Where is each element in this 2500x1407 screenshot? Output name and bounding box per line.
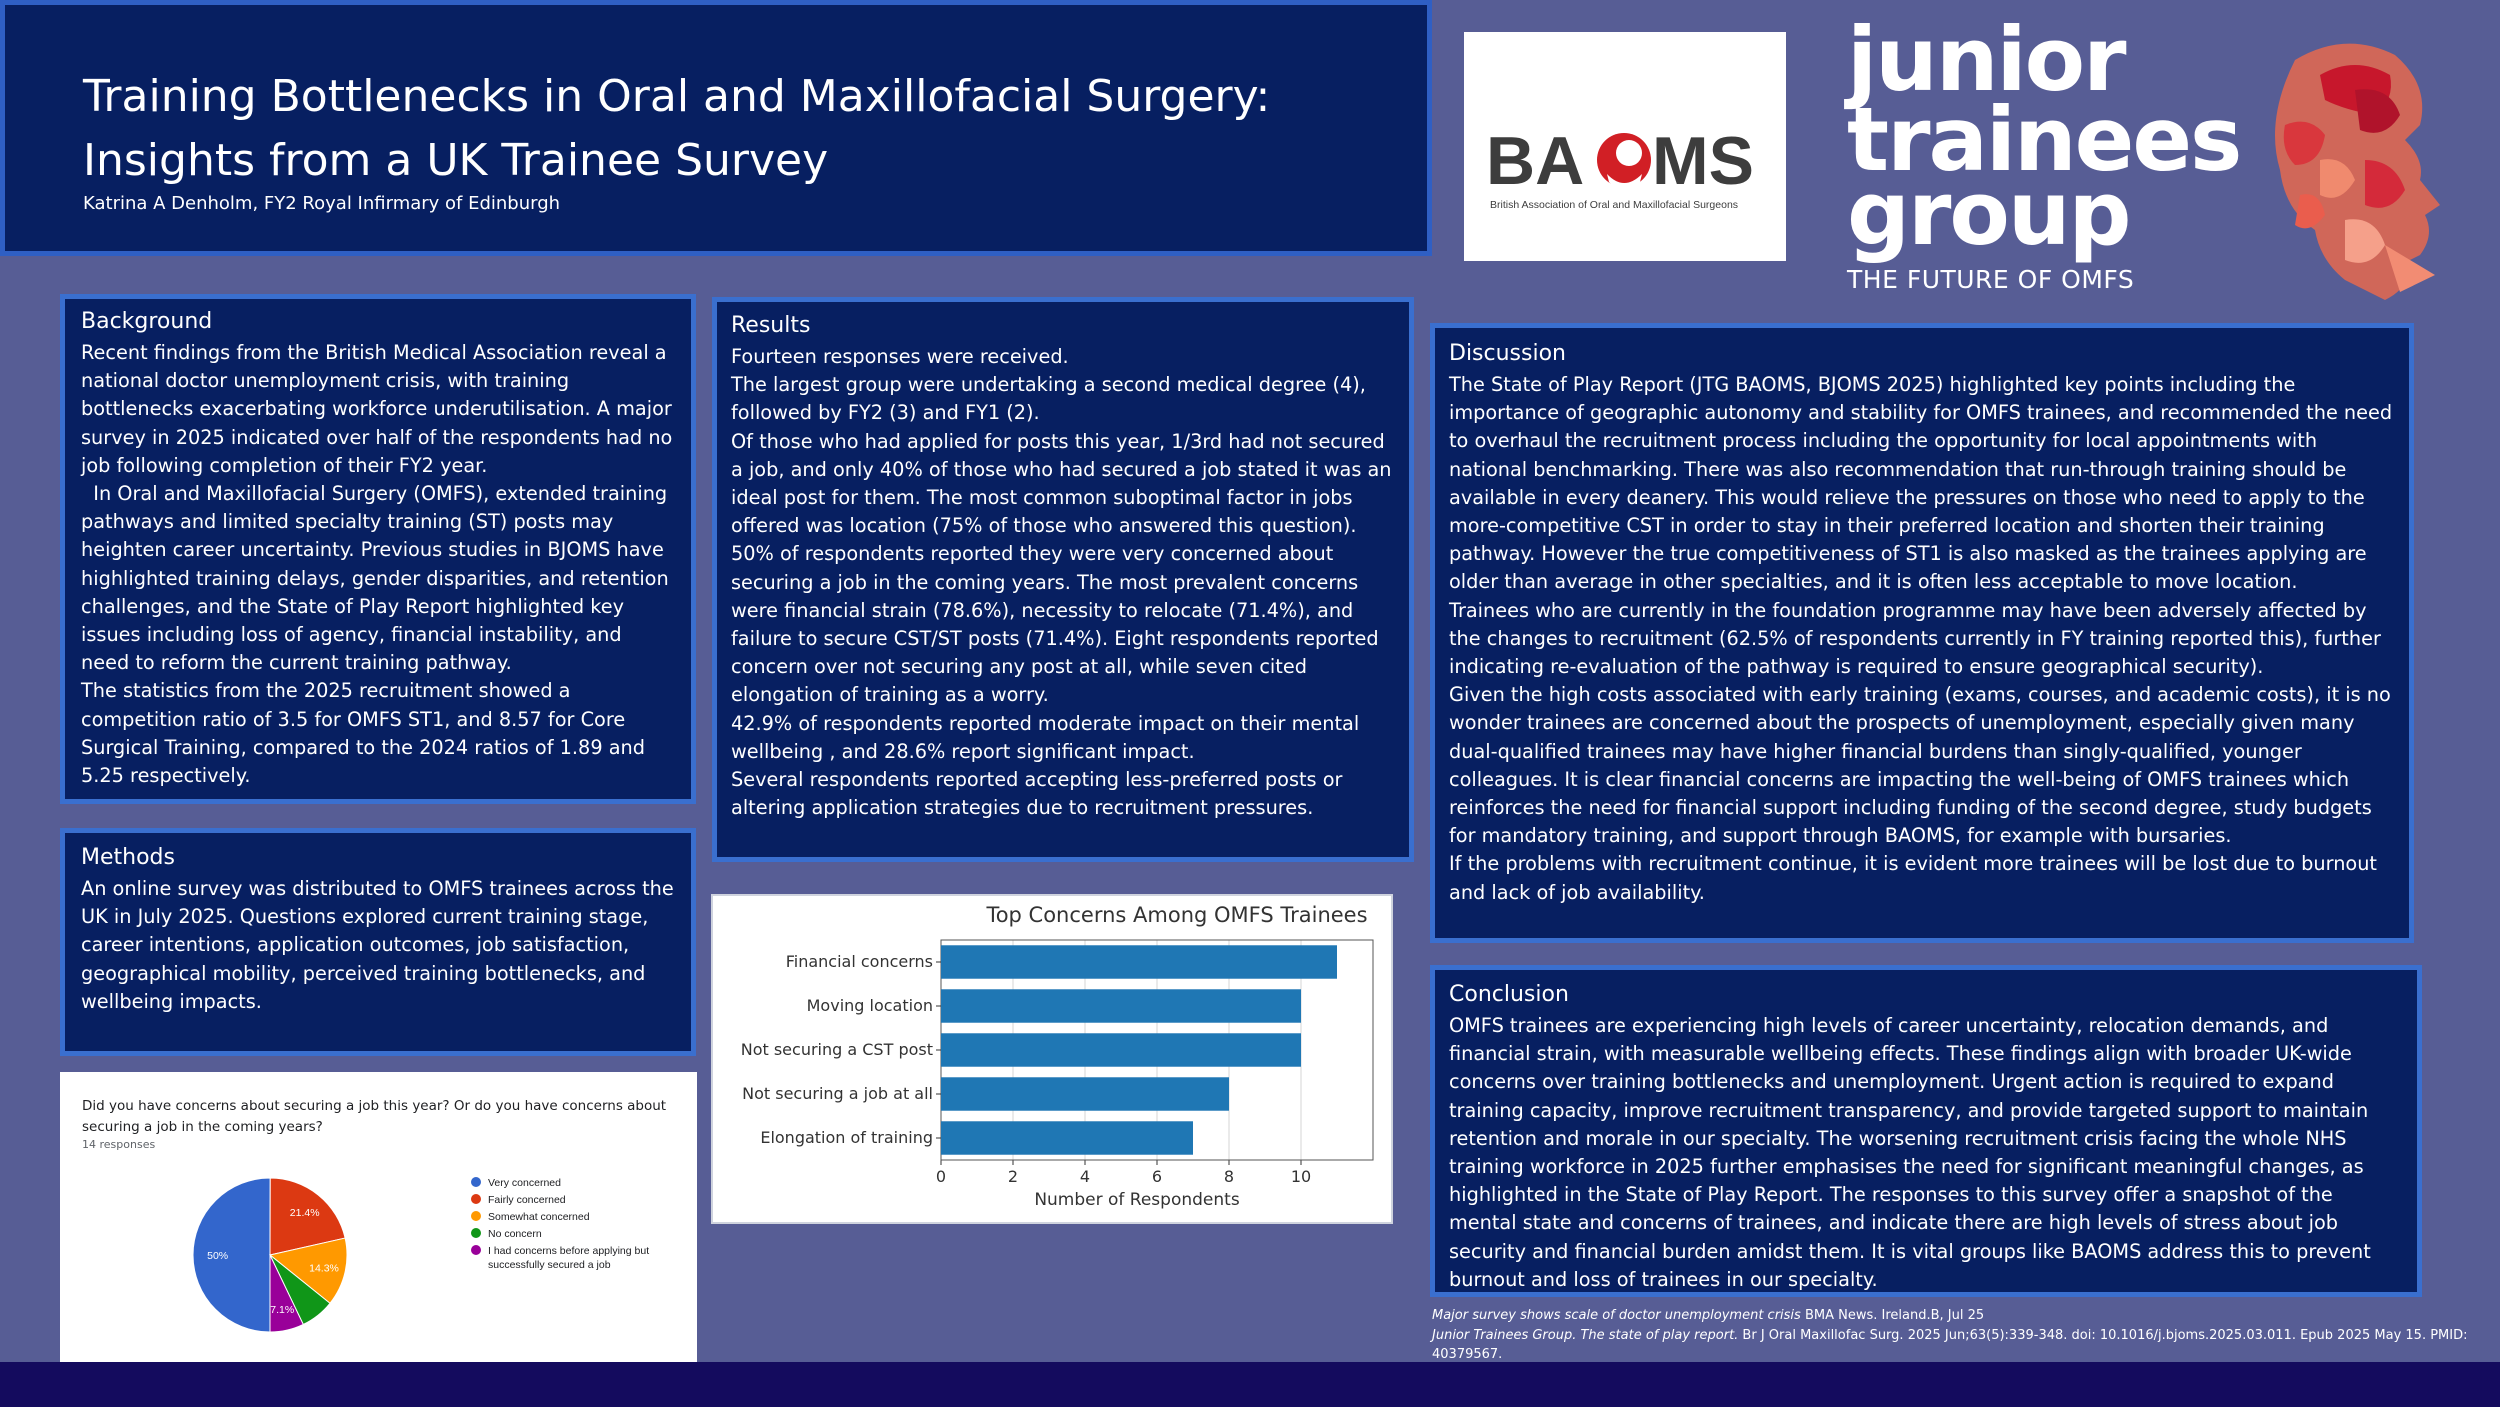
pie-value-label: 50% [207, 1249, 229, 1262]
conclusion-heading: Conclusion [1449, 982, 1569, 1007]
legend-label: I had concerns before applying but successfully secured a job [488, 1245, 650, 1271]
results-section [712, 297, 1414, 862]
legend-swatch [471, 1211, 481, 1221]
legend-swatch [471, 1228, 481, 1238]
bar-chart-title: Top Concerns Among OMFS Trainees [986, 903, 1368, 927]
baoms-wordmark-left: BA [1486, 123, 1585, 199]
pie-question: Did you have concerns about securing a job this year? Or do you have concerns about securing a job in the coming years? [82, 1098, 667, 1135]
jtg-tagline: THE FUTURE OF OMFS [1847, 265, 2135, 294]
reference-2-title: Junior Trainees Group. The state of play report. [1432, 1327, 1739, 1343]
discussion-paragraph: Trainees who are currently in the foundation programme may have been adversely affected by the changes to recruitment (62.5% of respondents currently in FY training reported this), further indicating re-evaluation of the pathway is required to ensure geographical security). [1449, 598, 2381, 679]
jtg-wordmark-line-2: trainees [1847, 88, 2241, 191]
discussion-heading: Discussion [1449, 341, 1566, 366]
bar [941, 989, 1301, 1022]
results-paragraph: The largest group were undertaking a second medical degree (4), followed by FY2 (3) and FY1 (2). [731, 373, 1366, 425]
bar-chart-panel [711, 894, 1393, 1224]
category-label: Elongation of training [760, 1128, 933, 1147]
legend-label: No concern [488, 1228, 542, 1240]
baoms-wordmark-right: MS [1652, 123, 1754, 199]
background-section [60, 294, 696, 804]
category-label: Not securing a CST post [740, 1040, 933, 1059]
legend-label: Fairly concerned [488, 1194, 566, 1206]
results-paragraph: Fourteen responses were received. [731, 345, 1069, 368]
bar [941, 1033, 1301, 1066]
background-paragraph: Recent findings from the British Medical Association reveal a national doctor unemployment crisis, with training bottlenecks exacerbating workforce underutilisation. A major survey in 2025 indicated over half of the respondents had no job following completion of their FY2 year. [81, 341, 673, 477]
results-paragraph: Of those who had applied for posts this year, 1/3rd had not secured a job, and only 40% of those who had secured a job stated it was an ideal post for them. The most common suboptimal factor in jobs offered was location (75% of those who answered this question). [731, 429, 1392, 538]
conclusion-section [1430, 965, 2422, 1297]
pie-value-label: 7.1% [270, 1304, 295, 1317]
bar [941, 945, 1337, 978]
legend-swatch [471, 1245, 481, 1255]
pie-slice [193, 1178, 270, 1332]
legend-label: Very concerned [488, 1177, 561, 1189]
legend-swatch [471, 1177, 481, 1187]
discussion-section [1430, 323, 2414, 943]
x-tick-label: 0 [935, 1167, 947, 1186]
x-axis-label: Number of Respondents [1034, 1190, 1240, 1210]
methods-heading: Methods [81, 845, 175, 870]
jtg-wordmark-line-1: junior [1847, 8, 2125, 111]
category-label: Not securing a job at all [742, 1084, 933, 1103]
author-line: Katrina A Denholm, FY2 Royal Infirmary of Edinburgh [83, 193, 561, 214]
x-tick-label: 2 [1007, 1167, 1019, 1186]
legend-label: Somewhat concerned [488, 1211, 590, 1223]
discussion-paragraph: Given the high costs associated with early training (exams, courses, and academic costs), it is no wonder trainees are concerned about the prospects of unemployment, especially given many dual-qualified trainees may have higher financial burdens than singly-qualified, younger colleagues. It is clear financial concerns are impacting the well-being of OMFS trainees which reinforces the need for financial support including funding of the second degree, study budgets for mandatory training, and support through BAOMS, for example with bursaries. [1449, 683, 2391, 848]
bottom-band [0, 1362, 2500, 1407]
results-heading: Results [731, 313, 811, 338]
conclusion-paragraph: OMFS trainees are experiencing high levels of career uncertainty, relocation demands, and financial strain, with measurable wellbeing effects. These findings align with broader UK-wide concerns over training bottlenecks and unemployment. Urgent action is required to expand training capacity, improve recruitment transparency, and provide targeted support to maintain retention and morale in our specialty. The worsening recruitment crisis facing the whole NHS training workforce in 2025 further emphasises the need for significant meaningful changes, as highlighted in the State of Play Report. The responses to this survey offer a snapshot of the mental state and concerns of trainees, and indicate there are high levels of stress about job security and financial burden amidst them. It is vital groups like BAOMS address this to prevent burnout and loss of trainees in our specialty. [1449, 1014, 2371, 1291]
bar [941, 1121, 1193, 1154]
background-heading: Background [81, 309, 213, 334]
jtg-wordmark-line-3: group [1847, 162, 2130, 265]
title-banner [0, 0, 1432, 256]
category-label: Financial concerns [785, 952, 933, 971]
x-tick-label: 4 [1079, 1167, 1091, 1186]
baoms-face-icon [1597, 133, 1651, 190]
poster-title-line-1: Training Bottlenecks in Oral and Maxillofacial Surgery: [83, 71, 1271, 122]
pie-response-count: 14 responses [82, 1138, 156, 1151]
methods-paragraph: An online survey was distributed to OMFS trainees across the UK in July 2025. Questions explored current training stage, career intentions, application outcomes, job satisfaction, geographical mobility, perceived training bottlenecks, and wellbeing impacts. [81, 877, 674, 1013]
baoms-logo [1464, 32, 1786, 261]
pie-chart [60, 1072, 697, 1364]
legend-swatch [471, 1194, 481, 1204]
bar [941, 1077, 1229, 1110]
bar-chart [713, 896, 1391, 1222]
reference-1-title: Major survey shows scale of doctor unemployment crisis [1432, 1308, 1801, 1323]
results-paragraph: 50% of respondents reported they were very concerned about securing a job in the coming years. The most prevalent concerns were financial strain (78.6%), necessity to relocate (71.4%), and failure to secure CST/ST posts (71.4%). Eight respondents reported concern over not securing any post at all, while seven cited elongation of training as a worry. [731, 542, 1379, 707]
pie-value-label: 21.4% [289, 1206, 320, 1219]
x-tick-label: 10 [1290, 1167, 1312, 1186]
reference-2-source: Br J Oral Maxillofac Surg. 2025 Jun;63(5):339-348. doi: 10.1016/j.bjoms.2025.03.011. Epub 2025 May 15. PMID: 40379567. [1432, 1327, 2468, 1362]
pie-value-label: 14.3% [309, 1262, 339, 1275]
poster-title-line-2: Insights from a UK Trainee Survey [83, 135, 829, 186]
background-paragraph: In Oral and Maxillofacial Surgery (OMFS), extended training pathways and limited specialty training (ST) posts may heighten career uncertainty. Previous studies in BJOMS have highlighted training delays, gender disparities, and retention challenges, and the State of Play Report highlighted key issues including loss of agency, financial instability, and need to reform the current training pathway. [81, 482, 669, 675]
discussion-paragraph: The State of Play Report (JTG BAOMS, BJOMS 2025) highlighted key points including the importance of geographic autonomy and stability for OMFS trainees, and recommended the need to overhaul the recruitment process including the opportunity for local appointments with national benchmarking. There was also recommendation that run-through training should be available in every deanery. This would relieve the pressures on those who need to apply to the more-competitive CST in order to stay in their preferred location and shorten their training pathway. However the true competitiveness of ST1 is also masked as the trainees applying are older than average in other specialties, and it is often less acceptable to move location. [1449, 373, 2393, 594]
background-paragraph: The statistics from the 2025 recruitment showed a competition ratio of 3.5 for OMFS ST1, and 8.57 for Core Surgical Training, compared to the 2024 ratios of 1.89 and 5.25 respectively. [81, 679, 645, 788]
discussion-paragraph: If the problems with recruitment continue, it is evident more trainees will be lost due to burnout and lack of job availability. [1449, 852, 2377, 904]
reference-2 [1432, 1326, 2472, 1365]
x-tick-label: 8 [1223, 1167, 1235, 1186]
reference-1 [1432, 1306, 2472, 1326]
methods-section [60, 828, 696, 1056]
jtg-head-profile-icon [2225, 30, 2455, 310]
baoms-subtitle: British Association of Oral and Maxillofacial Surgeons [1490, 199, 1739, 211]
jtg-logo [1845, 8, 2457, 303]
pie-chart-panel [60, 1072, 697, 1364]
references [1432, 1306, 2472, 1365]
x-tick-label: 6 [1151, 1167, 1163, 1186]
results-paragraph: 42.9% of respondents reported moderate impact on their mental wellbeing , and 28.6% report significant impact. [731, 711, 1360, 763]
results-paragraph: Several respondents reported accepting less-preferred posts or altering application strategies due to recruitment pressures. [731, 768, 1343, 820]
reference-1-source: BMA News. Ireland.B, Jul 25 [1800, 1308, 1985, 1323]
category-label: Moving location [806, 996, 933, 1015]
